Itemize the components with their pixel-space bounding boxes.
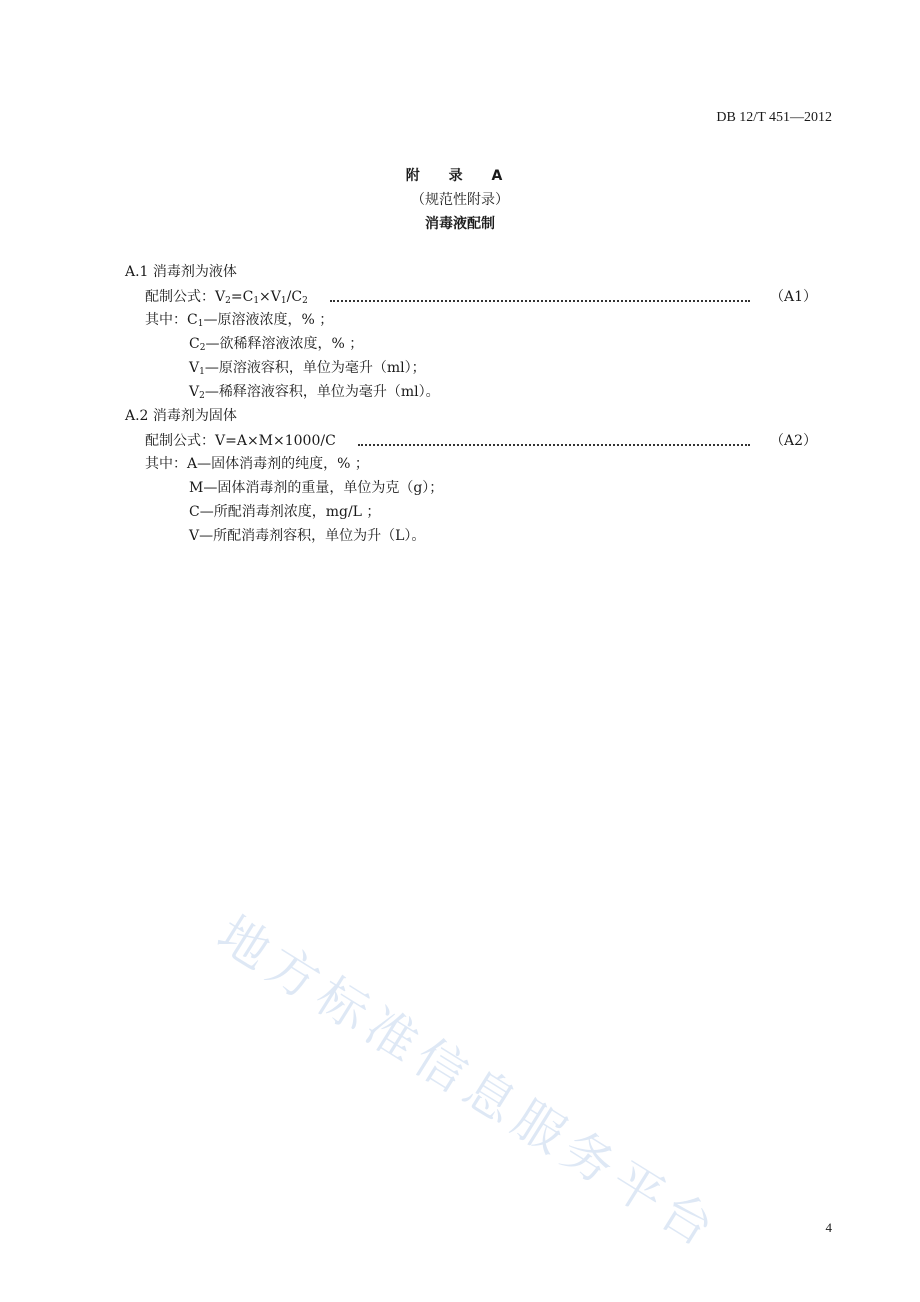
formula-a1 xyxy=(145,286,817,306)
appendix-subtitle: （规范性附录） xyxy=(411,192,509,208)
formula-a2 xyxy=(145,430,817,450)
appendix-name: 消毒液配制 xyxy=(425,216,495,232)
formula-a1-text: 配制公式：$V_2=C_1\times V_1/C_2$ xyxy=(145,289,308,306)
section-a1-item: $C_2—$欲稀释溶液浓度，% ； xyxy=(189,336,364,353)
formula-a1-leader-dots xyxy=(330,290,750,302)
appendix-title: 附 录 A xyxy=(405,168,515,184)
section-a1-heading: A.1 消毒剂为液体 xyxy=(125,264,237,280)
page-number: 4 xyxy=(825,1220,832,1235)
section-a1-item: $V_1—$原溶液容积，单位为毫升（ml）； xyxy=(189,360,426,377)
formula-a2-leader-dots xyxy=(358,434,750,446)
section-a2-item: C—所配消毒剂浓度，mg/L ； xyxy=(189,504,381,520)
section-a2-item: M—固体消毒剂的重量，单位为克（g）； xyxy=(189,480,444,496)
section-a2-where: 其中：A—固体消毒剂的纯度，% ； xyxy=(145,456,369,472)
section-a2-item: V—所配消毒剂容积，单位为升（L）。 xyxy=(189,528,426,544)
section-a2-heading: A.2 消毒剂为固体 xyxy=(125,408,237,424)
formula-a2-text: 配制公式：V=A×M×1000/C xyxy=(145,433,336,449)
section-a1-where: 其中：$C_1—$原溶液浓度，% ； xyxy=(145,312,334,329)
formula-a1-number: （A1） xyxy=(769,289,817,305)
document-code: DB 12/T 451—2012 xyxy=(716,110,832,125)
watermark-text: 地方标准信息服务平台 xyxy=(207,904,731,1262)
section-a1-item: $V_2—$稀释溶液容积，单位为毫升（ml）。 xyxy=(189,384,440,401)
formula-a2-number: （A2） xyxy=(769,433,817,449)
